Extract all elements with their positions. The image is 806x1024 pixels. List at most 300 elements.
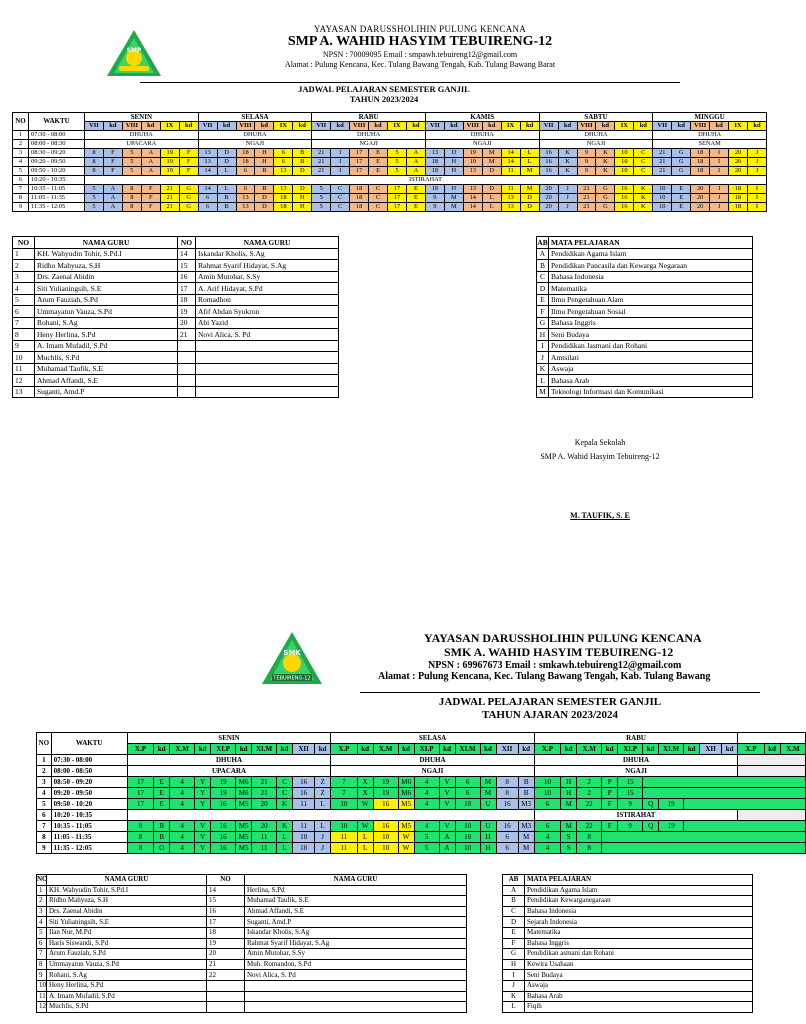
smk-logo-icon — [260, 630, 324, 686]
teacher-no — [207, 1002, 245, 1013]
subject-row — [503, 906, 753, 917]
subject-code: L — [503, 1002, 525, 1013]
teacher-name: KH. Wahyudin Tohir, S.Pd.I — [35, 248, 178, 260]
lesson-cell: J — [315, 832, 331, 843]
lesson-cell: 21 — [653, 167, 672, 176]
lesson-cell: K — [596, 158, 615, 167]
lesson-cell: F — [103, 158, 122, 167]
day-header: MINGGU — [653, 113, 767, 122]
lesson-cell: 17 — [388, 203, 407, 212]
lesson-cell: 18 — [729, 194, 748, 203]
teacher-name — [196, 386, 339, 398]
class-header: VII — [539, 122, 558, 131]
lesson-cell: 6 — [274, 149, 293, 158]
teacher-name: Rahmat Syarif Hidayat, S.Ag — [196, 260, 339, 272]
lesson-cell: 16 — [373, 821, 398, 832]
teacher-name: Iskandar Kholis, S.Ag — [245, 927, 467, 938]
row-number: 9 — [37, 843, 52, 854]
empty-cell — [738, 810, 806, 821]
lesson-cell: 4 — [534, 843, 560, 854]
schedule-row — [37, 766, 806, 777]
smp-npsn: NPSN : 70009095 Email : smpawh.tebuireng12@gmail.com — [322, 50, 518, 60]
lesson-cell: M5 — [236, 799, 252, 810]
empty-cell — [738, 755, 806, 766]
empty-cell — [684, 799, 806, 810]
teacher-row — [37, 927, 467, 938]
subject-name: Fiqih — [525, 1002, 753, 1013]
lesson-cell: 6 — [496, 843, 518, 854]
lesson-cell: E — [369, 167, 388, 176]
class-header: XI.P — [211, 744, 236, 755]
lesson-cell: X — [357, 777, 373, 788]
lesson-cell: 13 — [198, 158, 217, 167]
row-number: 5 — [13, 167, 29, 176]
lesson-cell: 10 — [373, 832, 398, 843]
subject-code: B — [503, 896, 525, 907]
class-header: kd — [722, 744, 738, 755]
lesson-cell: U — [480, 821, 496, 832]
lesson-cell: L — [315, 821, 331, 832]
class-header: kd — [293, 122, 312, 131]
empty-cell — [643, 777, 806, 788]
empty-cell — [643, 788, 806, 799]
lesson-cell: K — [634, 194, 653, 203]
lesson-cell: 6 — [496, 832, 518, 843]
lesson-cell: 8 — [122, 185, 141, 194]
teacher-name: Muchlis, S.Pd — [47, 1002, 207, 1013]
lesson-cell: M6 — [236, 788, 252, 799]
schedule-row — [13, 176, 767, 185]
lesson-cell: 5 — [312, 194, 331, 203]
teacher-no: 8 — [13, 329, 35, 341]
class-header: kd — [439, 744, 455, 755]
lesson-cell: J — [748, 158, 767, 167]
teacher-no: 7 — [37, 949, 47, 960]
teacher-name: Ummayatun Vauza, S.Pd — [47, 959, 207, 970]
class-header: XI.M — [252, 744, 277, 755]
lesson-cell: 5 — [122, 158, 141, 167]
lesson-cell: M — [520, 167, 539, 176]
class-header: kd — [643, 744, 659, 755]
lesson-cell: 21 — [312, 158, 331, 167]
lesson-cell: E — [672, 194, 691, 203]
subject-name: Aswaja — [549, 363, 753, 375]
lesson-cell: S — [561, 843, 577, 854]
lesson-cell: P — [602, 777, 618, 788]
lesson-cell: I — [748, 194, 767, 203]
row-time: 08:00 - 08:50 — [51, 766, 127, 777]
teacher-no: 11 — [13, 363, 35, 375]
teacher-row — [37, 949, 467, 960]
lesson-cell: 16 — [211, 821, 236, 832]
lesson-cell: L — [520, 149, 539, 158]
teacher-name: Afif Abdan Syukron — [196, 306, 339, 318]
lesson-cell: K — [277, 799, 293, 810]
teacher-no: 19 — [178, 306, 196, 318]
lesson-cell: L — [277, 832, 293, 843]
teacher-header: NAMA GURU — [35, 237, 178, 249]
teacher-row — [13, 375, 339, 387]
lesson-cell: 8 — [85, 167, 104, 176]
lesson-cell: 19 — [373, 777, 398, 788]
lesson-cell: 5 — [414, 832, 439, 843]
day-header: RABU — [534, 733, 737, 744]
row-number: 9 — [13, 203, 29, 212]
lesson-cell: 4 — [414, 777, 439, 788]
teacher-header: NAMA GURU — [196, 237, 339, 249]
teacher-row — [37, 938, 467, 949]
subject-name: Bahasa Indonesia — [549, 271, 753, 283]
subject-code: K — [537, 363, 549, 375]
teacher-name — [196, 375, 339, 387]
subject-name: Pendidikan Jasmani dan Rohani — [549, 340, 753, 352]
empty-cell — [602, 843, 806, 854]
lesson-cell: B — [154, 821, 170, 832]
lesson-cell: E — [369, 158, 388, 167]
signature-role: Kepala Sekolah — [574, 438, 626, 447]
lesson-cell: 19 — [463, 149, 482, 158]
lesson-cell: L — [482, 203, 501, 212]
schedule-row — [13, 158, 767, 167]
row-time: 10:35 - 11:05 — [51, 821, 127, 832]
smp-section — [0, 0, 768, 520]
schedule-row — [37, 843, 806, 854]
teacher-no: 5 — [37, 927, 47, 938]
lesson-cell: M3 — [518, 821, 534, 832]
lesson-cell: 21 — [577, 194, 596, 203]
row-number: 7 — [13, 185, 29, 194]
lesson-cell: 18 — [236, 158, 255, 167]
subject-name: Bahasa Arab — [549, 375, 753, 387]
lesson-cell: V — [439, 799, 455, 810]
lesson-cell: 11 — [331, 832, 357, 843]
row-number: 3 — [13, 149, 29, 158]
lesson-cell: F — [103, 149, 122, 158]
teacher-name — [196, 352, 339, 364]
lesson-cell: B — [518, 788, 534, 799]
class-header: kd — [710, 122, 729, 131]
teacher-name: Romadhon — [196, 294, 339, 306]
class-header: kd — [764, 744, 780, 755]
lesson-cell: Y — [195, 788, 211, 799]
lesson-cell: 20 — [691, 185, 710, 194]
class-header: VII — [312, 122, 331, 131]
class-header: kd — [561, 744, 577, 755]
class-header: kd — [236, 744, 252, 755]
subject-code: C — [503, 906, 525, 917]
teacher-no: 19 — [207, 938, 245, 949]
smp-schedule-table — [12, 112, 766, 212]
subject-row — [537, 294, 753, 306]
lesson-cell: 5 — [85, 203, 104, 212]
teacher-header: NO — [13, 237, 35, 249]
lesson-cell: G — [596, 203, 615, 212]
lesson-cell: 5 — [85, 194, 104, 203]
lesson-cell: 4 — [170, 821, 195, 832]
teacher-no: 17 — [207, 917, 245, 928]
teacher-name: Iskandar Kholis, S.Ag — [196, 248, 339, 260]
class-header: VIII — [350, 122, 369, 131]
lesson-cell: 11 — [501, 167, 520, 176]
lesson-cell: B — [217, 194, 236, 203]
lesson-cell: 21 — [312, 167, 331, 176]
lesson-cell: Z — [315, 788, 331, 799]
lesson-cell: 18 — [350, 194, 369, 203]
lesson-cell: C — [369, 185, 388, 194]
subject-row — [537, 329, 753, 341]
lesson-cell: 16 — [293, 788, 315, 799]
activity-cell: UPACARA — [127, 766, 330, 777]
lesson-cell: 19 — [160, 149, 179, 158]
smk-year: TAHUN AJARAN 2023/2024 — [481, 708, 619, 721]
subject-name: Bahasa Arab — [525, 991, 753, 1002]
lesson-cell: E — [369, 149, 388, 158]
activity-cell: DHUHA — [425, 131, 539, 140]
row-time: 10:20 - 10:35 — [51, 810, 127, 821]
lesson-cell: 18 — [350, 185, 369, 194]
lesson-cell: 20 — [691, 203, 710, 212]
lesson-cell: 9 — [577, 167, 596, 176]
class-header: VIII — [122, 122, 141, 131]
lesson-cell: 22 — [577, 799, 602, 810]
lesson-cell: A — [141, 149, 160, 158]
teacher-no — [178, 363, 196, 375]
smk-subject-table — [502, 874, 752, 1013]
lesson-cell: 13 — [501, 203, 520, 212]
lesson-cell: H — [255, 158, 274, 167]
teacher-header: NO — [207, 875, 245, 886]
lesson-cell: 19 — [463, 158, 482, 167]
subject-row — [503, 938, 753, 949]
schedule-row — [13, 167, 767, 176]
row-time: 08:00 - 08:30 — [29, 140, 85, 149]
subject-row — [503, 896, 753, 907]
teacher-name: Ahmad Affandi, S.E — [35, 375, 178, 387]
empty-cell — [684, 821, 806, 832]
teacher-row — [13, 306, 339, 318]
lesson-cell: 18 — [729, 203, 748, 212]
smk-section — [0, 620, 800, 1024]
teacher-name: Muh. Romandon, S.Pd — [245, 959, 467, 970]
smp-address: Alamat : Pulung Kencana, Kec. Tulang Bawang Tengah, Kab. Tulang Bawang Barat — [284, 59, 556, 69]
teacher-row — [37, 885, 467, 896]
lesson-cell: 13 — [463, 185, 482, 194]
lesson-cell: F — [179, 158, 198, 167]
subject-code: E — [537, 294, 549, 306]
subject-name: Ilmu Pengetahuan Alam — [549, 294, 753, 306]
teacher-no: 16 — [207, 906, 245, 917]
teacher-name: Arum Fauziah, S.Pd — [35, 294, 178, 306]
lesson-cell: A — [103, 185, 122, 194]
lesson-cell: 19 — [373, 788, 398, 799]
subject-code: D — [537, 283, 549, 295]
teacher-row — [37, 991, 467, 1002]
lesson-cell: 4 — [170, 832, 195, 843]
lesson-cell: 9 — [425, 203, 444, 212]
lesson-cell: 4 — [414, 821, 439, 832]
teacher-no: 22 — [207, 970, 245, 981]
lesson-cell: 4 — [170, 788, 195, 799]
lesson-cell: V — [439, 821, 455, 832]
class-header: IX — [501, 122, 520, 131]
lesson-cell: L — [277, 843, 293, 854]
lesson-cell: G — [179, 203, 198, 212]
lesson-cell: K — [277, 821, 293, 832]
lesson-cell: 5 — [414, 843, 439, 854]
lesson-cell: 16 — [539, 158, 558, 167]
teacher-row — [13, 248, 339, 260]
lesson-cell: A — [406, 149, 425, 158]
class-header: VII — [85, 122, 104, 131]
class-header: VIII — [236, 122, 255, 131]
subject-code: G — [503, 949, 525, 960]
lesson-cell: 8 — [122, 194, 141, 203]
teacher-no: 18 — [178, 294, 196, 306]
class-header: kd — [596, 122, 615, 131]
class-header: VIII — [691, 122, 710, 131]
class-header: IX — [615, 122, 634, 131]
lesson-cell: C — [277, 788, 293, 799]
subject-header: AB — [503, 875, 525, 886]
smp-header — [140, 24, 700, 69]
activity-cell: DHUHA — [331, 755, 535, 766]
class-header: kd — [520, 122, 539, 131]
activity-cell: NGAJI — [539, 140, 653, 149]
lesson-cell: 6 — [274, 158, 293, 167]
svg-text:SMK: SMK — [283, 649, 301, 657]
class-header: XI.M — [659, 744, 684, 755]
lesson-cell: A — [406, 167, 425, 176]
day-header: SELASA — [198, 113, 312, 122]
lesson-cell: 14 — [198, 167, 217, 176]
lesson-cell: I — [748, 203, 767, 212]
class-header: kd — [672, 122, 691, 131]
smk-title: JADWAL PELAJARAN SEMESTER GANJIL — [438, 696, 662, 708]
subject-header: AB — [537, 237, 548, 247]
lesson-cell: 15 — [618, 788, 643, 799]
lesson-cell: H — [561, 788, 577, 799]
teacher-row — [13, 363, 339, 375]
subject-row — [537, 260, 753, 272]
smp-title: JADWAL PELAJARAN SEMESTER GANJIL — [298, 84, 470, 94]
lesson-cell: 13 — [425, 149, 444, 158]
day-header: SENIN — [127, 733, 330, 744]
lesson-cell: 8 — [85, 149, 104, 158]
teacher-no: 13 — [13, 386, 35, 398]
teacher-name: Ahmad Affandi, S.E — [245, 906, 467, 917]
break-cell: ISTIRAHAT — [534, 810, 737, 821]
lesson-cell: D — [293, 185, 312, 194]
lesson-cell: L — [217, 167, 236, 176]
lesson-cell: 13 — [236, 203, 255, 212]
lesson-cell: K — [634, 185, 653, 194]
lesson-cell: C — [634, 167, 653, 176]
smp-title-block — [0, 85, 768, 105]
lesson-cell: M — [480, 788, 496, 799]
subject-row — [503, 927, 753, 938]
lesson-cell: 20 — [539, 194, 558, 203]
lesson-cell: F — [141, 185, 160, 194]
schedule-row — [13, 131, 767, 140]
lesson-cell: O — [154, 843, 170, 854]
lesson-cell: E — [154, 788, 170, 799]
class-header: kd — [518, 744, 534, 755]
lesson-cell: 14 — [501, 149, 520, 158]
lesson-cell: A — [406, 158, 425, 167]
lesson-cell: 17 — [350, 149, 369, 158]
subject-row — [537, 340, 753, 352]
activity-cell: UPACARA — [85, 140, 199, 149]
subject-name: Teknologi Informasi dan Komunikasi — [549, 386, 753, 398]
class-header: X.M — [170, 744, 195, 755]
schedule-row — [37, 777, 806, 788]
lesson-cell: 4 — [414, 799, 439, 810]
lesson-cell: J — [710, 194, 729, 203]
lesson-cell: Q — [643, 799, 659, 810]
smp-signature — [500, 438, 700, 520]
teacher-row — [13, 294, 339, 306]
lesson-cell: L — [217, 185, 236, 194]
lesson-cell: 5 — [122, 167, 141, 176]
lesson-cell: 18 — [293, 832, 315, 843]
lesson-cell: K — [558, 167, 577, 176]
lesson-cell: 18 — [691, 167, 710, 176]
class-header: VIII — [463, 122, 482, 131]
lesson-cell: 18 — [691, 158, 710, 167]
lesson-cell: 21 — [577, 203, 596, 212]
teacher-name: Heny Herlina, S.Pd — [35, 329, 178, 341]
lesson-cell: M — [561, 799, 577, 810]
lesson-cell: 11 — [293, 821, 315, 832]
lesson-cell: E — [154, 799, 170, 810]
lesson-cell: 8 — [577, 832, 602, 843]
row-number: 4 — [37, 788, 52, 799]
lesson-cell: W — [357, 821, 373, 832]
row-time: 08:30 - 09:20 — [29, 149, 85, 158]
teacher-no: 3 — [37, 906, 47, 917]
lesson-cell: E — [406, 203, 425, 212]
lesson-cell: G — [179, 185, 198, 194]
lesson-cell: 10 — [455, 799, 480, 810]
subject-name: Amtsilati — [549, 352, 753, 364]
activity-cell: DHUHA — [127, 755, 330, 766]
teacher-no: 8 — [37, 959, 47, 970]
subject-code: I — [537, 340, 549, 352]
column-header-waktu: WAKTU — [51, 733, 127, 755]
teacher-name: Muhamad Taufik, S.E — [245, 896, 467, 907]
lesson-cell: 10 — [534, 777, 560, 788]
lesson-cell: 18 — [350, 203, 369, 212]
teacher-name: Drs. Zaenal Abidin — [47, 906, 207, 917]
lesson-cell: 8 — [85, 158, 104, 167]
teacher-no: 1 — [37, 885, 47, 896]
subject-header: MATA PELAJARAN — [525, 875, 753, 886]
lesson-cell: 5 — [85, 185, 104, 194]
lesson-cell: 10 — [455, 832, 480, 843]
subject-row — [503, 949, 753, 960]
lesson-cell: F — [103, 167, 122, 176]
lesson-cell: 5 — [312, 185, 331, 194]
lesson-cell: 9 — [425, 194, 444, 203]
row-time: 09:20 - 09:50 — [51, 788, 127, 799]
schedule-row — [37, 821, 806, 832]
subject-row — [503, 959, 753, 970]
activity-cell: NGAJI — [312, 140, 426, 149]
teacher-header: NO — [37, 875, 48, 884]
row-time: 11:35 - 12:05 — [51, 843, 127, 854]
subject-code: D — [503, 917, 525, 928]
row-number: 1 — [37, 755, 52, 766]
